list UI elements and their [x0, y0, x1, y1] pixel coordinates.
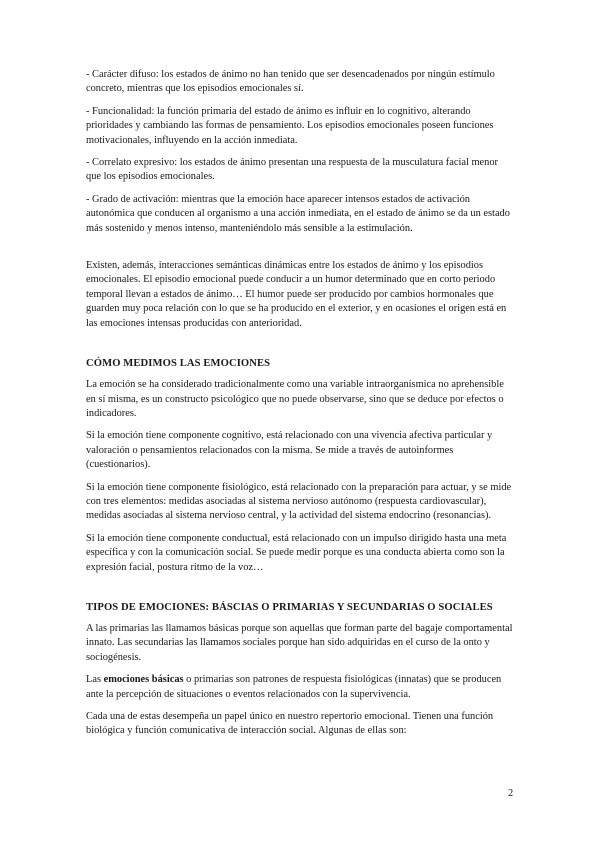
section-heading-measuring-emotions: CÓMO MEDIMOS LAS EMOCIONES — [86, 358, 271, 370]
page-number: 2 — [508, 788, 514, 799]
measuring-paragraph-physiological: Si la emoción tiene componente fisiológico, está relacionado con la preparación para actuar, y se mide con tres elementos: medidas asociadas al sistema nervioso autónomo (respuesta cardiovascular), medidas asociadas al sistema nervioso central, y la actividad del sistema endocrino (resonancias). — [86, 481, 512, 522]
basic-emotions-definition: o primarias son patrones de respuesta fisiológicas (innatas) que se producen ante la percepción de situaciones o eventos relacionados con la supervivencia. — [86, 674, 502, 700]
bullet-functionality: - Funcionalidad: la función primaria del estado de ánimo es influir en lo cognitivo, alterando prioridades y cambiando las formas de pensamiento. Los episodios emocionales poseen funciones motivacionales, influyendo en la acción inmediata. — [86, 105, 494, 146]
basic-emotions-prefix: Las — [86, 674, 104, 686]
measuring-paragraph-behavioral: Si la emoción tiene componente conductual, está relacionado con un impulso dirigido hasta una meta específica y con la comunicación social. Se puede medir porque es una conducta abierta como son la expresión facial, postura ritmo de la voz… — [86, 532, 507, 573]
types-paragraph-primary-secondary: A las primarias las llamamos básicas porque son aquellas que forman parte del bagaje comportamental innato. Las secundarias las llamamos sociales porque han sido adquiridas en el curso de la onto y sociogénesis. — [86, 622, 513, 663]
bullet-diffuse-character: - Carácter difuso: los estados de ánimo no han tenido que ser desencadenados por ningún estímulo concreto, mientras que los episodios emocionales sí. — [86, 69, 495, 95]
measuring-paragraph-intro: La emoción se ha considerado tradicionalmente como una variable intraorganísmica no aprehensible en sí misma, es un constructo psicológico que no puede observarse, sino que se deduce por efectos o indicadores. — [86, 379, 504, 419]
basic-emotions-term: emociones básicas — [103, 674, 184, 686]
interactions-paragraph: Existen, además, interacciones semánticas dinámicas entre los estados de ánimo y los episodios emocionales. El episodio emocional puede conducir a un humor determinado que en corto periodo temporal llevan a estados de ánimo… El humor puede ser producido por cambios hormonales que guarden muy poca relación con lo que se ha producido en el exterior, y en ocasiones el origen está en las emociones intensas producidas con anterioridad. — [86, 260, 507, 329]
types-paragraph-basic-emotions — [86, 673, 514, 702]
page-content — [86, 68, 514, 747]
bullet-activation-degree: - Grado de activación: mientras que la emoción hace aparecer intensos estados de activación autonómica que conducen al organismo a una acción inmediata, en el estado de ánimo se da un estado más sostenido y menos intenso, manteniéndolo más sensible a la estimulación. — [86, 193, 510, 234]
bullet-expressive-correlate: - Correlato expresivo: los estados de ánimo presentan una respuesta de la musculatura facial menor que los episodios emocionales. — [86, 157, 499, 183]
measuring-paragraph-cognitive: Si la emoción tiene componente cognitivo, está relacionado con una vivencia afectiva particular y valoración o pensamientos relacionados con la misma. Se mide a través de autoinformes (cuestionarios). — [86, 430, 493, 471]
section-heading-emotion-types: TIPOS DE EMOCIONES: BÁSCIAS O PRIMARIAS Y SECUNDARIAS O SOCIALES — [86, 601, 493, 613]
types-paragraph-roles: Cada una de estas desempeña un papel único en nuestro repertorio emocional. Tienen una función biológica y función comunicativa de interacción social. Algunas de ellas son: — [86, 711, 494, 737]
